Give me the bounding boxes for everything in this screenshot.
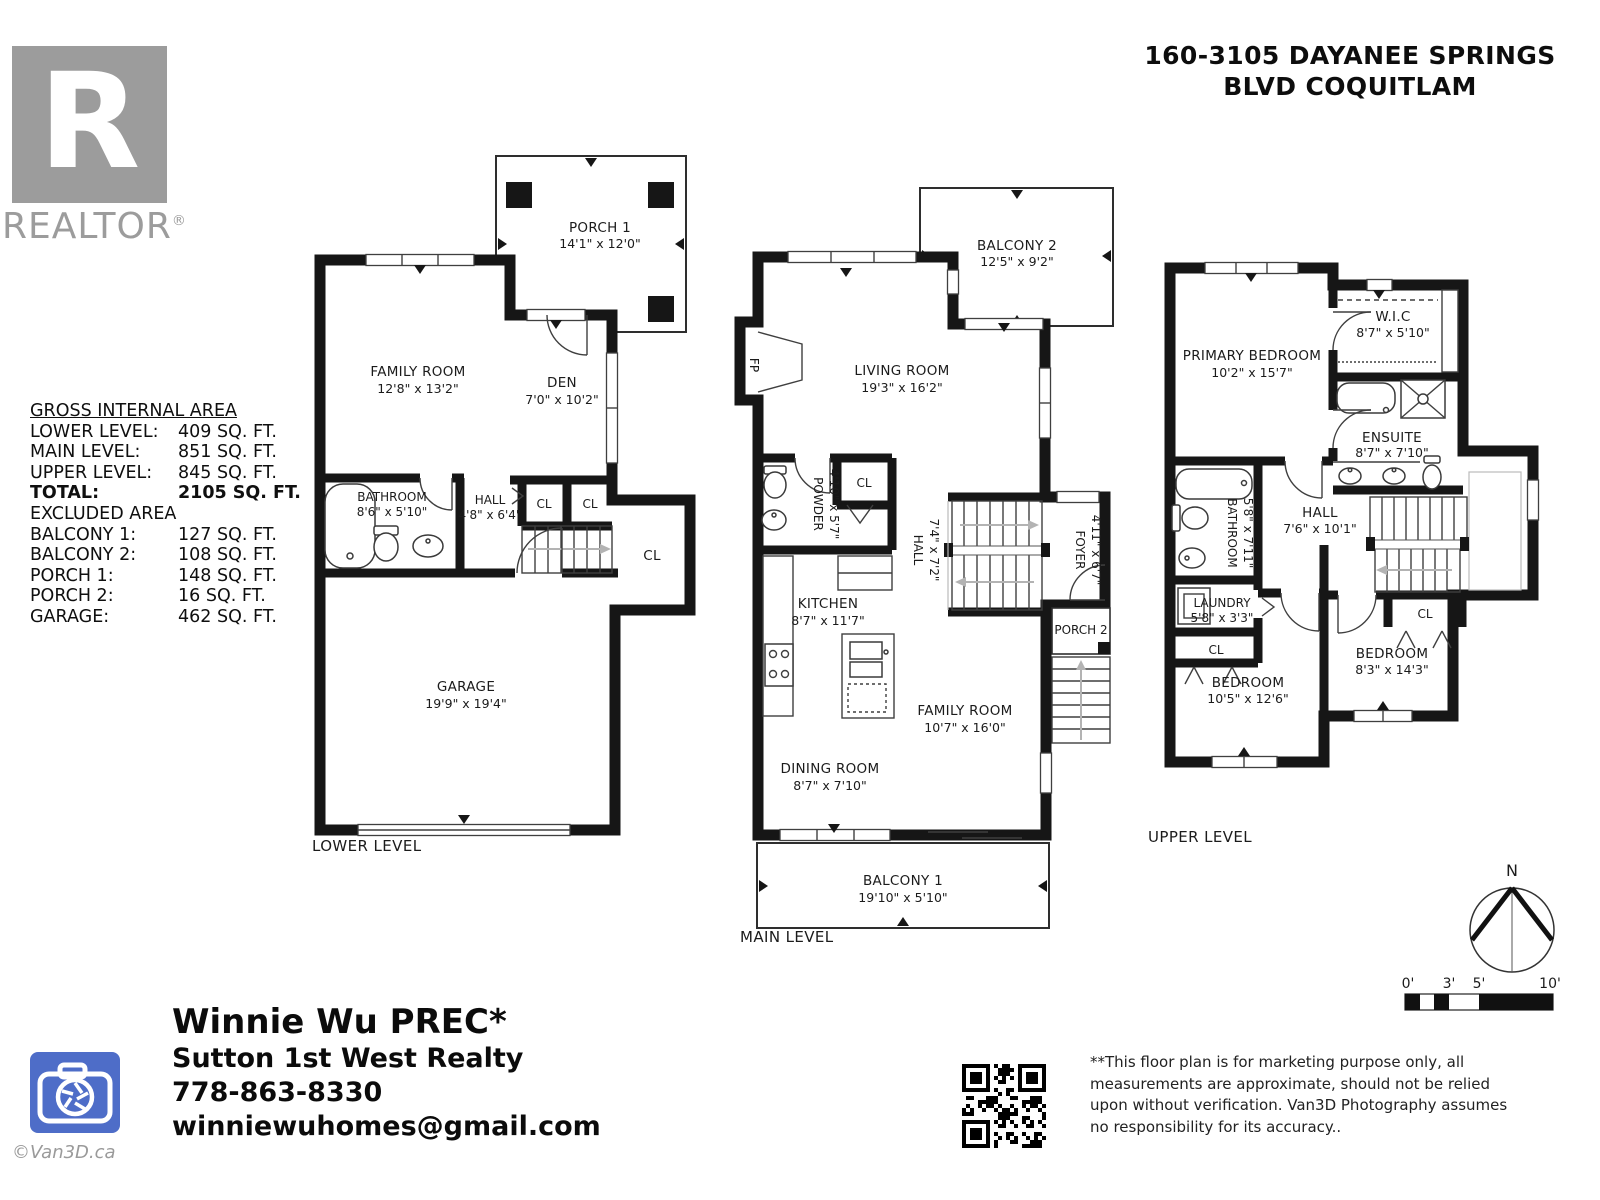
scale-bar bbox=[1395, 974, 1570, 1019]
room-label: HALL bbox=[474, 493, 506, 507]
room-dims: 19'3" x 16'2" bbox=[861, 380, 943, 395]
room-label: HALL bbox=[1302, 505, 1338, 521]
title-line1: 160-3105 DAYANEE SPRINGS bbox=[1144, 41, 1556, 70]
compass-icon bbox=[1448, 860, 1576, 980]
room-label: PRIMARY BEDROOM bbox=[1182, 348, 1322, 364]
registered-icon: ® bbox=[171, 213, 187, 229]
agent-info bbox=[172, 1002, 652, 1144]
room-label: ENSUITE bbox=[1362, 430, 1422, 446]
closet-label: CL bbox=[536, 497, 552, 511]
stove-icon bbox=[765, 644, 793, 686]
room-dims: 19'9" x 19'4" bbox=[425, 696, 507, 711]
room-dims: 7'4" x 7'2" bbox=[927, 518, 941, 582]
room-label: GARAGE bbox=[436, 679, 496, 695]
room-dims: 14'1" x 12'0" bbox=[559, 236, 641, 251]
room-label: BALCONY 2 bbox=[977, 238, 1057, 254]
sink-icon bbox=[762, 510, 786, 530]
agent-phone: 778-863-8330 bbox=[172, 1077, 383, 1108]
closet-label: CL bbox=[856, 476, 872, 490]
qr-code bbox=[956, 1058, 1052, 1154]
room-label: W.I.C bbox=[1375, 309, 1411, 325]
room-label: LAUNDRY bbox=[1193, 596, 1251, 610]
room-dims: 19'10" x 5'10" bbox=[858, 890, 948, 905]
room-label: BATHROOM bbox=[1225, 498, 1239, 568]
toilet-icon bbox=[1172, 505, 1208, 531]
toilet-icon bbox=[764, 466, 786, 498]
room-label: PORCH 2 bbox=[1054, 623, 1108, 637]
room-dims: 10'5" x 12'6" bbox=[1207, 691, 1289, 706]
agent-name: Winnie Wu PREC* bbox=[172, 1002, 507, 1042]
room-dims: 5'8" x 3'3" bbox=[1190, 611, 1254, 625]
photo-credit: ©Van3D.ca bbox=[12, 1142, 116, 1163]
room-dims: 10'7" x 16'0" bbox=[924, 720, 1006, 735]
room-dims: 8'7" x 11'7" bbox=[791, 613, 865, 628]
bathtub-icon bbox=[1337, 383, 1395, 413]
excluded-heading: EXCLUDED AREA bbox=[30, 503, 177, 524]
room-label: BEDROOM bbox=[1355, 646, 1429, 662]
toilet-icon bbox=[374, 526, 398, 561]
room-label: BEDROOM bbox=[1211, 675, 1285, 691]
area-row: GARAGE: 462 SQ. FT. bbox=[30, 606, 277, 627]
room-label: POWDER bbox=[811, 477, 825, 531]
room-dims: 12'5" x 9'2" bbox=[980, 254, 1054, 269]
room-dims: 8'6" x 5'10" bbox=[356, 505, 428, 519]
room-dims: 10'2" x 15'7" bbox=[1211, 365, 1293, 380]
room-label: KITCHEN bbox=[797, 596, 859, 612]
compass-north-label: N bbox=[1506, 861, 1518, 880]
area-row-total: TOTAL: 2105 SQ. FT. bbox=[30, 483, 301, 504]
room-dims: 8'7" x 7'10" bbox=[1355, 445, 1429, 460]
room-label: FOYER bbox=[1073, 530, 1087, 570]
agent-email: winniewuhomes@gmail.com bbox=[172, 1111, 601, 1142]
floor-label-upper: UPPER LEVEL bbox=[1148, 828, 1253, 846]
area-row: BALCONY 2: 108 SQ. FT. bbox=[30, 545, 277, 566]
sink-icon bbox=[1179, 548, 1205, 568]
area-heading: GROSS INTERNAL AREA bbox=[30, 401, 237, 421]
toilet-icon bbox=[1423, 456, 1441, 489]
room-label: PORCH 1 bbox=[568, 220, 632, 236]
realtor-logo-icon bbox=[12, 46, 167, 203]
exterior-steps bbox=[1052, 657, 1110, 743]
title-line2: BLVD COQUITLAM bbox=[1223, 72, 1477, 101]
room-label: FAMILY ROOM bbox=[370, 364, 466, 380]
closet-label: CL bbox=[582, 497, 598, 511]
main-level-floor-plan bbox=[730, 182, 1130, 947]
room-dims: 8'7" x 5'10" bbox=[1356, 325, 1430, 340]
room-label: BATHROOM bbox=[357, 490, 427, 504]
room-label: DEN bbox=[547, 375, 577, 391]
scale-tick: 0' bbox=[1401, 976, 1415, 992]
room-label: DINING ROOM bbox=[780, 761, 880, 777]
room-label: LIVING ROOM bbox=[854, 363, 950, 379]
area-row: MAIN LEVEL: 851 SQ. FT. bbox=[30, 442, 277, 463]
floor-label-main: MAIN LEVEL bbox=[740, 928, 834, 946]
scale-tick: 3' bbox=[1442, 976, 1456, 992]
realtor-wordmark: REALTOR® bbox=[2, 206, 187, 247]
svg-text:FP: FP bbox=[747, 357, 761, 373]
agent-company: Sutton 1st West Realty bbox=[172, 1043, 524, 1074]
sink-icon bbox=[413, 535, 443, 557]
shower-icon bbox=[1401, 380, 1445, 418]
room-dims: 5'8" x 7'11" bbox=[1241, 497, 1255, 569]
room-dims: 8'3" x 14'3" bbox=[1355, 662, 1429, 677]
closet-label: CL bbox=[1417, 607, 1433, 621]
room-label: HALL bbox=[911, 534, 925, 566]
van3d-camera-icon bbox=[30, 1052, 120, 1133]
area-row: UPPER LEVEL: 845 SQ. FT. bbox=[30, 462, 277, 483]
bathtub-icon bbox=[1176, 469, 1252, 499]
room-dims: 4'10" x 5'7" bbox=[827, 468, 841, 540]
room-label: FAMILY ROOM bbox=[917, 703, 1013, 719]
room-dims: 4'11" x 6'7" bbox=[1089, 514, 1103, 586]
closet-label: CL bbox=[643, 548, 661, 564]
area-row: LOWER LEVEL: 409 SQ. FT. bbox=[30, 421, 277, 442]
page-title bbox=[1130, 40, 1570, 102]
upper-level-floor-plan bbox=[1142, 250, 1542, 850]
area-row: PORCH 1: 148 SQ. FT. bbox=[30, 565, 277, 586]
room-label: BALCONY 1 bbox=[863, 873, 943, 889]
room-dims: 12'8" x 13'2" bbox=[377, 381, 459, 396]
room-dims: 4'8" x 6'4" bbox=[458, 508, 522, 522]
scale-tick: 10' bbox=[1539, 976, 1561, 992]
area-row: BALCONY 1: 127 SQ. FT. bbox=[30, 524, 277, 545]
area-row: PORCH 2: 16 SQ. FT. bbox=[30, 586, 266, 607]
room-dims: 7'6" x 10'1" bbox=[1283, 521, 1357, 536]
lower-level-floor-plan bbox=[300, 148, 700, 858]
area-summary bbox=[30, 401, 310, 628]
room-dims: 8'7" x 7'10" bbox=[793, 778, 867, 793]
room-dims: 7'0" x 10'2" bbox=[525, 392, 599, 407]
realtor-logo-r: R bbox=[38, 45, 141, 199]
disclaimer-text: **This floor plan is for marketing purpose only, all measurements are approximate, should not be relied upon without verification. Van3D Photography assumes no responsibility for its accuracy.. bbox=[1090, 1053, 1508, 1136]
floor-label-lower: LOWER LEVEL bbox=[312, 837, 422, 855]
closet-label: CL bbox=[1208, 643, 1224, 657]
scale-tick: 5' bbox=[1472, 976, 1486, 992]
